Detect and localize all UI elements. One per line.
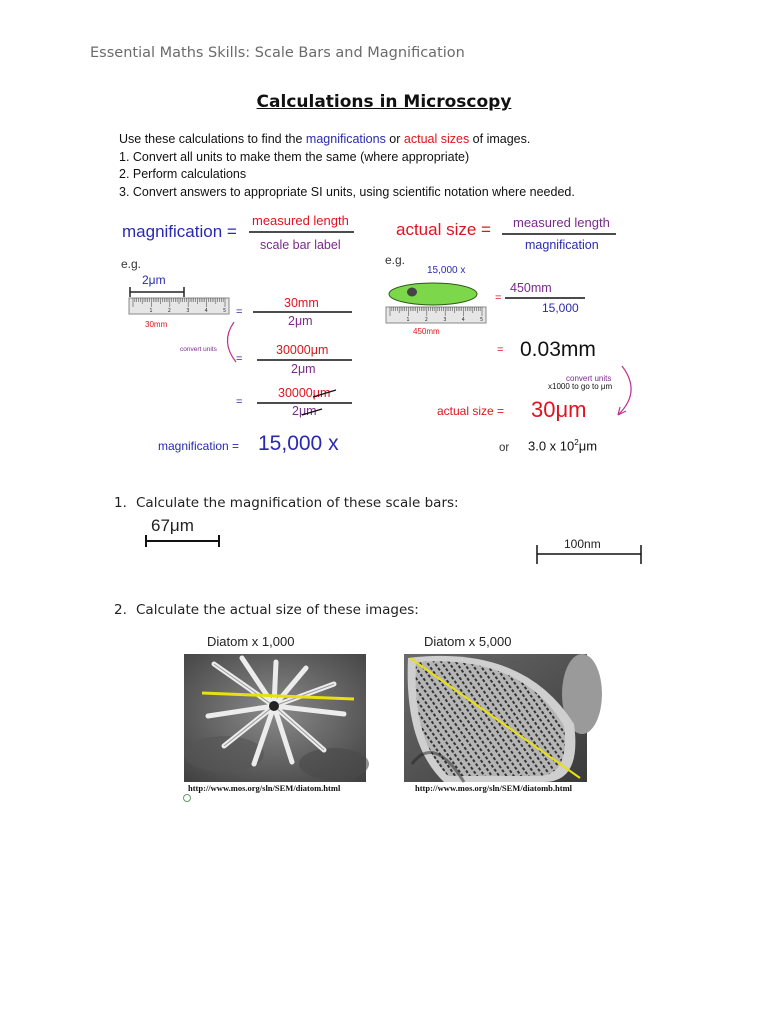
- diatom-2-image: [404, 654, 587, 782]
- intro-step-3: 3. Convert answers to appropriate SI units, using scientific notation where needed.: [119, 184, 575, 199]
- magnification-result-label: magnification =: [158, 439, 240, 453]
- ruler-tick-label: 3: [443, 317, 447, 323]
- question-2-text: Calculate the actual size of these images:: [136, 602, 419, 618]
- diatom-1-url: http://www.mos.org/sln/SEM/diatom.html: [188, 783, 341, 793]
- left-eg-label: e.g.: [121, 257, 142, 271]
- equals-sign: =: [495, 292, 502, 304]
- intro-step-2: 2. Perform calculations: [119, 167, 247, 181]
- step2-denominator: 2μm: [291, 362, 316, 376]
- intro-text: of images.: [469, 132, 531, 146]
- ruler-tick-label: 4: [461, 317, 465, 323]
- step1-numerator: 30mm: [284, 296, 319, 310]
- right-ruler-label: 450mm: [413, 327, 440, 336]
- question-1-text: Calculate the magnification of these scale bars:: [136, 495, 459, 511]
- ruler-tick-label: 2: [424, 317, 428, 323]
- actual-size-formula-denominator: magnification: [525, 238, 599, 252]
- or-label: or: [499, 442, 510, 454]
- question-2-number: 2.: [114, 602, 127, 618]
- ruler-tick-label: 2: [167, 308, 171, 314]
- diatom-2-url: http://www.mos.org/sln/SEM/diatomb.html: [415, 783, 573, 793]
- diatom-2-title: Diatom x 5,000: [424, 634, 512, 649]
- magnification-formula-numerator: measured length: [252, 213, 349, 228]
- right-magnification-label: 15,000 x: [427, 265, 466, 276]
- sci-unit: μm: [578, 438, 598, 454]
- actual-size-formula-numerator: measured length: [513, 215, 610, 230]
- intro-text: Use these calculations to find the: [119, 132, 306, 146]
- step3-numerator: 30000μm: [278, 386, 331, 400]
- link-icon: [183, 794, 191, 802]
- step2-numerator: 30000μm: [276, 343, 329, 357]
- actual-size-result-mm: 0.03mm: [520, 338, 596, 361]
- left-ruler-label: 30mm: [145, 320, 168, 329]
- question-1-number: 1.: [114, 495, 127, 511]
- right-fraction-denominator: 15,000: [542, 301, 579, 315]
- scale-bar-2-label: 100nm: [564, 537, 601, 551]
- sci-exponent: 2: [574, 438, 579, 447]
- magnification-formula-denominator: scale bar label: [260, 238, 341, 252]
- ruler-tick-label: 5: [480, 317, 484, 323]
- magnification-formula-label: magnification =: [122, 222, 237, 241]
- step1-denominator: 2μm: [288, 314, 313, 328]
- actual-size-result-label: actual size =: [437, 404, 505, 418]
- magnification-result-value: 15,000 x: [258, 432, 339, 455]
- ruler-tick-label: 4: [204, 308, 208, 314]
- actual-size-result-um: 30μm: [531, 397, 587, 422]
- intro-actual-sizes: actual sizes: [403, 132, 470, 146]
- diatom-1-title: Diatom x 1,000: [207, 634, 295, 649]
- step3-denominator: 2μm: [292, 404, 317, 418]
- sci-base: 3.0 x 10: [528, 438, 575, 454]
- right-convert-factor-note: x1000 to go to μm: [548, 382, 613, 391]
- equals-sign: =: [497, 344, 504, 356]
- ruler-tick-label: 1: [149, 308, 153, 314]
- right-convert-units-note: convert units: [566, 374, 612, 383]
- intro-text: or: [385, 132, 404, 146]
- intro-magnifications: magnifications: [305, 132, 386, 146]
- intro-step-1: 1. Convert all units to make them the same (where appropriate): [119, 149, 470, 164]
- equals-sign: =: [236, 396, 243, 408]
- right-eg-label: e.g.: [385, 253, 406, 267]
- diatom-1-image: [184, 654, 366, 782]
- scale-bar-1-label: 67μm: [151, 516, 194, 535]
- page-title: Calculations in Microscopy: [256, 92, 512, 112]
- ruler-tick-label: 5: [223, 308, 227, 314]
- equals-sign: =: [236, 306, 243, 318]
- left-convert-units-note: convert units: [180, 346, 217, 353]
- right-fraction-numerator: 450mm: [510, 281, 552, 295]
- left-scale-bar-label: 2μm: [142, 273, 166, 287]
- ruler-tick-label: 3: [186, 308, 190, 314]
- ruler-tick-label: 1: [406, 317, 410, 323]
- equals-sign: =: [236, 353, 243, 365]
- actual-size-formula-label: actual size =: [396, 220, 491, 239]
- page-header: Essential Maths Skills: Scale Bars and Magnification: [90, 45, 465, 61]
